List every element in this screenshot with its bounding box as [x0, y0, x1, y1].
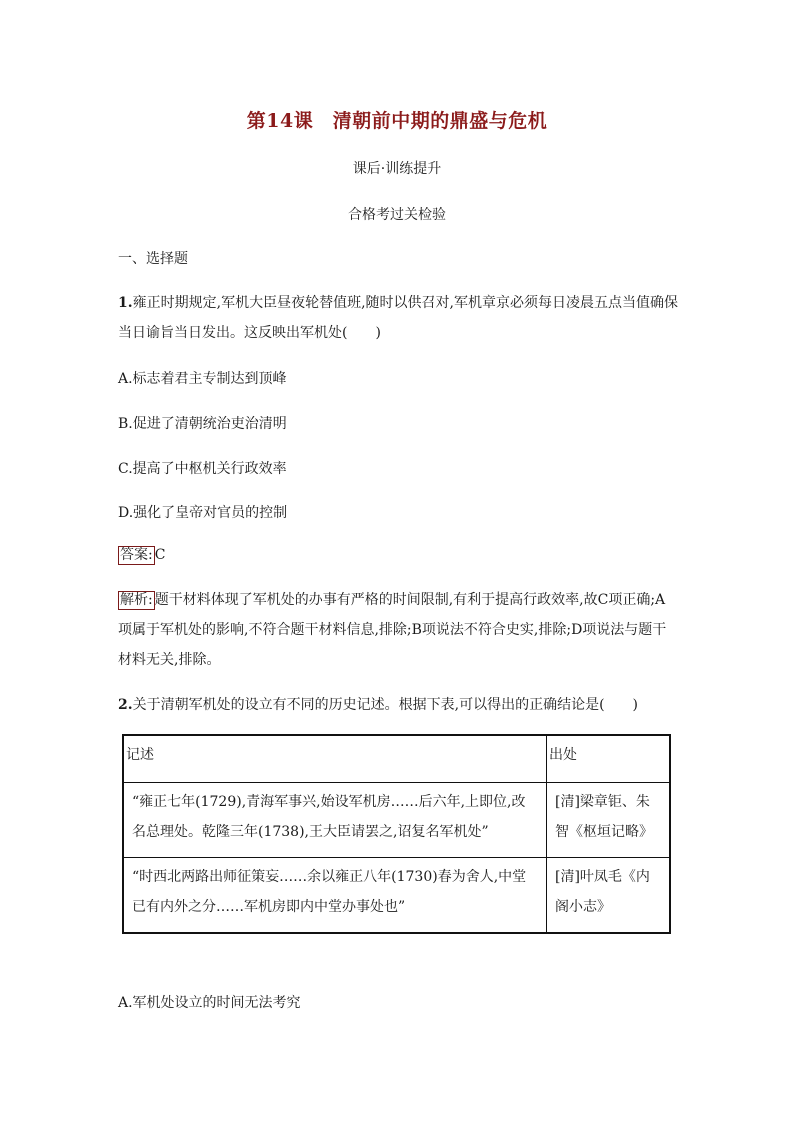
question-number: 2. [118, 697, 133, 713]
option-a: A.标志着君主专制达到顶峰 [118, 371, 287, 387]
table-header-row [123, 735, 670, 783]
table-row [123, 783, 670, 858]
q2-option-a: A.军机处设立的时间无法考究 [118, 995, 301, 1011]
option-d: D.强化了皇帝对官员的控制 [118, 505, 288, 521]
option-b: B.促进了清朝统治吏治清明 [118, 416, 287, 432]
page-title: 第14课 清朝前中期的鼎盛与危机 [246, 110, 548, 132]
analysis-label: 解析: [120, 592, 153, 608]
source-table [122, 734, 671, 934]
table-cell: “雍正七年(1729),青海军事兴,始设军机房……后六年,上即位,改名总理处。乾隆三年(1738),王大臣请罢之,诏复名军机处” [123, 783, 547, 858]
table-header-cell: 出处 [547, 735, 671, 783]
answer-label: 答案: [120, 547, 153, 563]
question-stem: 关于清朝军机处的设立有不同的历史记述。根据下表,可以得出的正确结论是( ) [132, 697, 638, 713]
analysis-text: 题干材料体现了军机处的办事有严格的时间限制,有利于提高行政效率,故C项正确;A项属于军机处的影响,不符合题干材料信息,排除;B项说法不符合史实,排除;D项说法与题干材料无关,排除。 [118, 592, 667, 668]
question-1 [118, 288, 678, 348]
table-cell: [清]叶凤毛《内阁小志》 [547, 858, 671, 934]
page-subtitle: 课后·训练提升 [352, 161, 442, 177]
question-stem: 雍正时期规定,军机大臣昼夜轮替值班,随时以供召对,军机章京必须每日凌晨五点当值确保当日谕旨当日发出。这反映出军机处( ) [118, 295, 678, 341]
part-heading: 一、选择题 [118, 251, 188, 267]
table-cell: “时西北两路出师征策妄……余以雍正八年(1730)春为舍人,中堂已有内外之分……军机房即内中堂办事处也” [123, 858, 547, 934]
question-number: 1. [118, 295, 133, 311]
analysis-block [118, 585, 678, 675]
question-2 [118, 690, 678, 720]
answer-value: C [154, 547, 166, 563]
section-heading: 合格考过关检验 [348, 207, 446, 223]
table-row [123, 858, 670, 934]
answer-line [118, 546, 165, 565]
option-c: C.提高了中枢机关行政效率 [118, 461, 287, 477]
table-cell: [清]梁章钜、朱智《枢垣记略》 [547, 783, 671, 858]
table-header-cell: 记述 [123, 735, 547, 783]
